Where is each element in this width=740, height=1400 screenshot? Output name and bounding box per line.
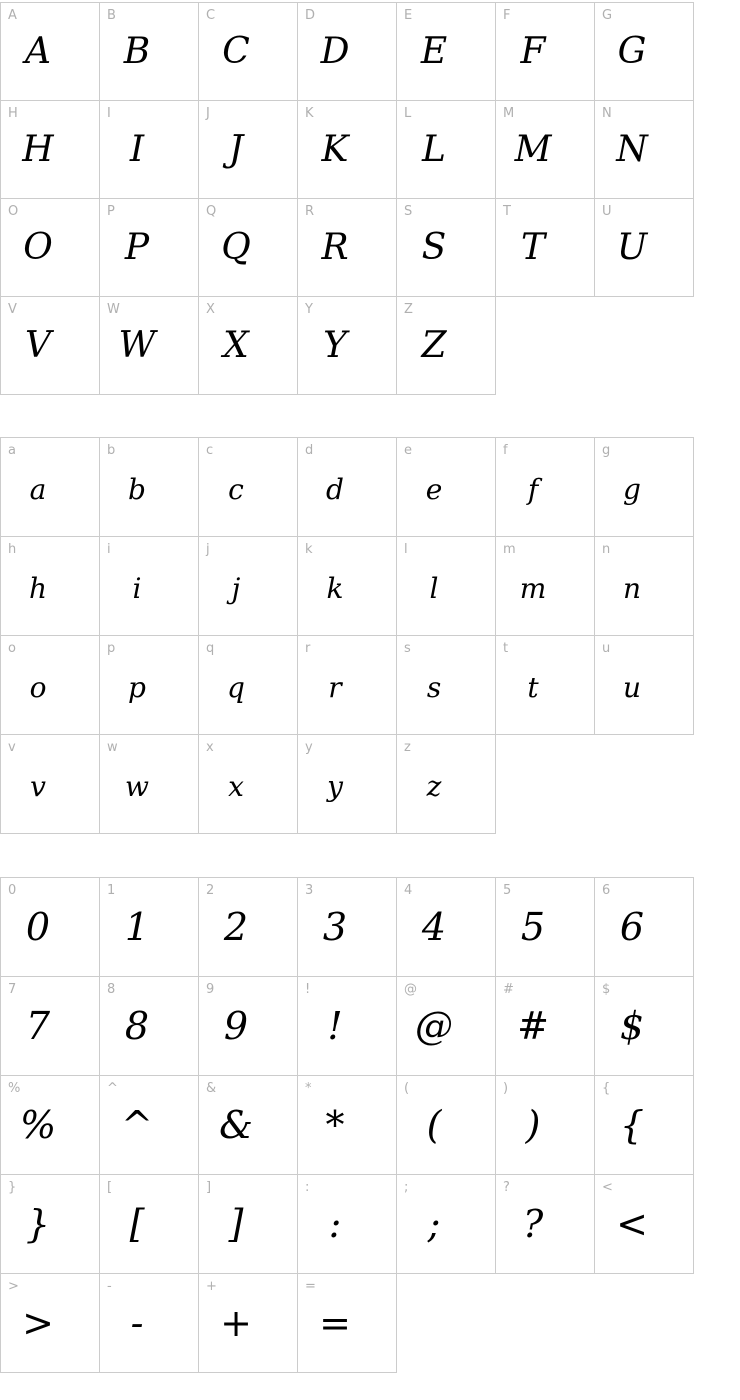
glyph-cell	[99, 536, 199, 636]
cell-glyph-preview: @	[415, 1004, 453, 1048]
cell-char-label: D	[305, 8, 316, 23]
cell-char-label: W	[107, 302, 120, 317]
glyph-cell	[99, 2, 199, 101]
cell-char-label: o	[8, 641, 16, 656]
cell-glyph-preview: :	[328, 1202, 342, 1246]
cell-char-label: k	[305, 542, 313, 557]
cell-glyph-preview: W	[118, 325, 156, 366]
glyph-cell	[396, 198, 496, 297]
cell-char-label: j	[206, 542, 210, 557]
cell-char-label: t	[503, 641, 509, 656]
glyph-cell	[0, 296, 100, 395]
cell-glyph-preview: C	[222, 31, 250, 72]
cell-glyph-preview: y	[327, 769, 343, 803]
cell-char-label: K	[305, 106, 314, 121]
charmap-row	[0, 1273, 740, 1373]
glyph-cell	[396, 635, 496, 735]
glyph-cell	[198, 877, 298, 977]
glyph-cell	[198, 100, 298, 199]
glyph-cell	[297, 877, 397, 977]
cell-char-label: s	[404, 641, 411, 656]
cell-char-label: b	[107, 443, 116, 458]
charmap-row	[0, 1075, 740, 1175]
cell-glyph-preview: 2	[223, 905, 249, 949]
cell-char-label: l	[404, 542, 408, 557]
glyph-cell	[0, 1075, 100, 1175]
cell-glyph-preview: G	[617, 31, 647, 72]
cell-glyph-preview: =	[319, 1301, 351, 1345]
cell-glyph-preview: R	[321, 227, 349, 268]
cell-glyph-preview: ?	[522, 1202, 544, 1246]
cell-char-label: >	[8, 1279, 19, 1294]
cell-glyph-preview: 7	[25, 1004, 51, 1048]
cell-char-label: U	[602, 204, 612, 219]
cell-glyph-preview: D	[320, 31, 350, 72]
cell-glyph-preview: k	[326, 571, 344, 605]
cell-char-label: R	[305, 204, 315, 219]
cell-glyph-preview: j	[231, 571, 241, 605]
cell-glyph-preview: g	[623, 472, 641, 506]
cell-glyph-preview: 0	[25, 905, 51, 949]
cell-char-label: r	[305, 641, 311, 656]
cell-glyph-preview: o	[29, 670, 47, 704]
cell-glyph-preview: V	[25, 325, 51, 366]
cell-glyph-preview: 4	[421, 905, 447, 949]
glyph-cell	[495, 536, 595, 636]
glyph-cell	[198, 198, 298, 297]
cell-char-label: I	[107, 106, 111, 121]
cell-char-label: M	[503, 106, 515, 121]
charmap-row	[0, 877, 740, 977]
charmap-row	[0, 536, 740, 636]
glyph-cell	[0, 976, 100, 1076]
cell-char-label: x	[206, 740, 214, 755]
glyph-cell	[594, 100, 694, 199]
charmap-row	[0, 437, 740, 537]
cell-char-label: Y	[305, 302, 313, 317]
cell-char-label: v	[8, 740, 16, 755]
glyph-cell	[198, 1174, 298, 1274]
cell-char-label: 4	[404, 883, 413, 898]
cell-glyph-preview: ^	[121, 1103, 153, 1147]
cell-glyph-preview: [	[129, 1202, 145, 1246]
charmap-row	[0, 976, 740, 1076]
cell-glyph-preview: 8	[124, 1004, 150, 1048]
cell-glyph-preview: p	[128, 670, 146, 704]
glyph-cell	[198, 635, 298, 735]
cell-glyph-preview: >	[22, 1301, 54, 1345]
cell-glyph-preview: E	[420, 31, 448, 72]
glyph-cell	[594, 1174, 694, 1274]
cell-char-label: S	[404, 204, 413, 219]
cell-glyph-preview: Q	[221, 227, 251, 268]
cell-glyph-preview: h	[28, 571, 48, 605]
cell-glyph-preview: B	[123, 31, 151, 72]
cell-char-label: C	[206, 8, 216, 23]
cell-char-label: d	[305, 443, 314, 458]
glyph-cell	[594, 198, 694, 297]
glyph-cell	[396, 734, 496, 834]
cell-char-label: )	[503, 1081, 509, 1096]
charmap-row	[0, 1174, 740, 1274]
charmap-section-lowercase	[0, 437, 740, 834]
cell-char-label: a	[8, 443, 16, 458]
glyph-cell	[594, 536, 694, 636]
cell-char-label: g	[602, 443, 611, 458]
cell-char-label: 8	[107, 982, 116, 997]
glyph-cell	[495, 198, 595, 297]
glyph-cell	[198, 2, 298, 101]
cell-char-label: =	[305, 1279, 316, 1294]
cell-glyph-preview: 5	[520, 905, 546, 949]
charmap-row	[0, 2, 740, 101]
cell-char-label: 6	[602, 883, 611, 898]
cell-char-label: }	[8, 1180, 17, 1195]
glyph-cell	[396, 976, 496, 1076]
cell-glyph-preview: t	[527, 670, 539, 704]
cell-glyph-preview: z	[426, 769, 442, 803]
glyph-cell	[594, 1075, 694, 1175]
cell-char-label: z	[404, 740, 411, 755]
charmap-section-uppercase	[0, 2, 740, 395]
glyph-cell	[396, 1174, 496, 1274]
cell-glyph-preview: %	[19, 1103, 57, 1147]
cell-glyph-preview: f	[527, 472, 539, 506]
glyph-cell	[297, 635, 397, 735]
glyph-cell	[0, 536, 100, 636]
cell-char-label: 7	[8, 982, 17, 997]
charmap-row	[0, 100, 740, 199]
glyph-cell	[0, 734, 100, 834]
cell-glyph-preview: v	[30, 769, 46, 803]
cell-glyph-preview: O	[23, 227, 53, 268]
glyph-cell	[297, 1273, 397, 1373]
cell-glyph-preview: K	[321, 129, 349, 170]
cell-glyph-preview: -	[130, 1301, 144, 1345]
cell-char-label: 9	[206, 982, 215, 997]
cell-glyph-preview: a	[29, 472, 47, 506]
glyph-cell	[594, 2, 694, 101]
glyph-cell	[495, 877, 595, 977]
cell-char-label: u	[602, 641, 611, 656]
cell-char-label: 2	[206, 883, 215, 898]
glyph-cell	[99, 1075, 199, 1175]
cell-glyph-preview: I	[129, 129, 145, 170]
cell-glyph-preview: ;	[427, 1202, 441, 1246]
glyph-cell	[297, 296, 397, 395]
cell-char-label: i	[107, 542, 111, 557]
cell-glyph-preview: 1	[124, 905, 150, 949]
glyph-cell	[594, 635, 694, 735]
glyph-cell	[198, 1075, 298, 1175]
cell-char-label: ?	[503, 1180, 510, 1195]
glyph-cell	[396, 877, 496, 977]
glyph-cell	[0, 437, 100, 537]
glyph-cell	[594, 976, 694, 1076]
cell-glyph-preview: L	[422, 129, 446, 170]
cell-glyph-preview: }	[25, 1202, 51, 1246]
cell-char-label: E	[404, 8, 413, 23]
cell-glyph-preview: e	[425, 472, 443, 506]
cell-glyph-preview: c	[228, 472, 244, 506]
glyph-cell	[99, 734, 199, 834]
cell-char-label: G	[602, 8, 613, 23]
cell-char-label: {	[602, 1081, 611, 1096]
cell-glyph-preview: s	[426, 670, 442, 704]
glyph-cell	[297, 1174, 397, 1274]
cell-glyph-preview: $	[619, 1004, 645, 1048]
cell-glyph-preview: +	[220, 1301, 252, 1345]
cell-char-label: n	[602, 542, 611, 557]
cell-char-label: w	[107, 740, 118, 755]
glyph-cell	[297, 437, 397, 537]
glyph-cell	[594, 877, 694, 977]
charmap-row	[0, 734, 740, 834]
cell-char-label: %	[8, 1081, 21, 1096]
cell-glyph-preview: S	[421, 227, 447, 268]
cell-char-label: N	[602, 106, 612, 121]
cell-glyph-preview: w	[125, 769, 149, 803]
glyph-cell	[198, 437, 298, 537]
glyph-cell	[99, 437, 199, 537]
glyph-cell	[495, 1075, 595, 1175]
glyph-cell	[99, 635, 199, 735]
cell-glyph-preview: H	[22, 129, 54, 170]
glyph-cell	[495, 100, 595, 199]
cell-glyph-preview: <	[616, 1202, 648, 1246]
cell-glyph-preview: (	[426, 1103, 442, 1147]
glyph-cell	[99, 198, 199, 297]
glyph-cell	[297, 1075, 397, 1175]
cell-char-label: ^	[107, 1081, 118, 1096]
charmap-section-digits-symbols	[0, 877, 740, 1373]
cell-glyph-preview: n	[622, 571, 642, 605]
cell-char-label: f	[503, 443, 508, 458]
cell-glyph-preview: #	[517, 1004, 549, 1048]
cell-char-label: <	[602, 1180, 613, 1195]
cell-glyph-preview: r	[328, 670, 342, 704]
cell-glyph-preview: b	[128, 472, 146, 506]
glyph-cell	[297, 536, 397, 636]
cell-glyph-preview: Z	[421, 325, 447, 366]
cell-glyph-preview: 6	[619, 905, 645, 949]
glyph-cell	[495, 635, 595, 735]
cell-glyph-preview: ]	[228, 1202, 244, 1246]
cell-char-label: (	[404, 1081, 410, 1096]
cell-char-label: X	[206, 302, 215, 317]
cell-glyph-preview: x	[228, 769, 244, 803]
charmap-row	[0, 296, 740, 395]
cell-glyph-preview: M	[514, 129, 552, 170]
cell-char-label: 5	[503, 883, 512, 898]
cell-glyph-preview: 3	[322, 905, 348, 949]
cell-glyph-preview: *	[325, 1103, 345, 1147]
cell-char-label: Z	[404, 302, 413, 317]
cell-glyph-preview: d	[326, 472, 344, 506]
cell-glyph-preview: l	[429, 571, 439, 605]
cell-glyph-preview: u	[622, 670, 642, 704]
cell-char-label: ]	[206, 1180, 212, 1195]
cell-glyph-preview: P	[124, 227, 150, 268]
glyph-cell	[396, 296, 496, 395]
cell-glyph-preview: &	[219, 1103, 253, 1147]
cell-char-label: m	[503, 542, 516, 557]
cell-char-label: [	[107, 1180, 113, 1195]
cell-char-label: Q	[206, 204, 217, 219]
glyph-cell	[198, 734, 298, 834]
cell-char-label: p	[107, 641, 116, 656]
cell-char-label: O	[8, 204, 19, 219]
glyph-cell	[495, 2, 595, 101]
glyph-cell	[0, 635, 100, 735]
glyph-cell	[396, 100, 496, 199]
cell-glyph-preview: q	[227, 670, 245, 704]
glyph-cell	[0, 1174, 100, 1274]
glyph-cell	[99, 100, 199, 199]
cell-glyph-preview: i	[132, 571, 142, 605]
cell-char-label: B	[107, 8, 116, 23]
glyph-cell	[396, 1075, 496, 1175]
cell-char-label: c	[206, 443, 214, 458]
cell-char-label: 1	[107, 883, 116, 898]
glyph-cell	[198, 1273, 298, 1373]
glyph-cell	[99, 296, 199, 395]
cell-char-label: 3	[305, 883, 314, 898]
cell-glyph-preview: J	[228, 129, 244, 170]
cell-char-label: T	[503, 204, 511, 219]
cell-glyph-preview: 9	[223, 1004, 249, 1048]
glyph-cell	[297, 734, 397, 834]
cell-glyph-preview: X	[223, 325, 249, 366]
cell-char-label: *	[305, 1081, 312, 1096]
cell-glyph-preview: A	[25, 31, 51, 72]
glyph-cell	[0, 2, 100, 101]
cell-char-label: J	[206, 106, 210, 121]
glyph-cell	[594, 437, 694, 537]
cell-char-label: P	[107, 204, 115, 219]
cell-char-label: A	[8, 8, 17, 23]
cell-glyph-preview: )	[525, 1103, 541, 1147]
cell-char-label: &	[206, 1081, 217, 1096]
glyph-cell	[0, 877, 100, 977]
cell-char-label: 0	[8, 883, 17, 898]
glyph-cell	[0, 198, 100, 297]
cell-char-label: -	[107, 1279, 112, 1294]
glyph-cell	[198, 296, 298, 395]
cell-char-label: @	[404, 982, 417, 997]
cell-glyph-preview: m	[519, 571, 547, 605]
charmap-row	[0, 635, 740, 735]
glyph-cell	[198, 536, 298, 636]
glyph-cell	[99, 877, 199, 977]
cell-glyph-preview: Y	[323, 325, 347, 366]
glyph-cell	[396, 2, 496, 101]
glyph-cell	[99, 1273, 199, 1373]
cell-char-label: $	[602, 982, 611, 997]
cell-glyph-preview: T	[520, 227, 545, 268]
glyph-cell	[297, 198, 397, 297]
cell-char-label: H	[8, 106, 18, 121]
cell-char-label: F	[503, 8, 511, 23]
cell-char-label: !	[305, 982, 311, 997]
charmap-row	[0, 198, 740, 297]
cell-char-label: V	[8, 302, 17, 317]
cell-glyph-preview: N	[616, 129, 648, 170]
cell-char-label: y	[305, 740, 313, 755]
cell-glyph-preview: {	[619, 1103, 645, 1147]
cell-char-label: :	[305, 1180, 310, 1195]
cell-char-label: +	[206, 1279, 217, 1294]
cell-char-label: #	[503, 982, 514, 997]
glyph-cell	[297, 2, 397, 101]
cell-char-label: ;	[404, 1180, 409, 1195]
glyph-cell	[0, 100, 100, 199]
glyph-cell	[495, 1174, 595, 1274]
cell-glyph-preview: !	[327, 1004, 343, 1048]
glyph-cell	[495, 437, 595, 537]
cell-glyph-preview: F	[520, 31, 546, 72]
glyph-cell	[396, 536, 496, 636]
glyph-cell	[99, 976, 199, 1076]
glyph-cell	[0, 1273, 100, 1373]
cell-char-label: e	[404, 443, 412, 458]
glyph-cell	[297, 976, 397, 1076]
glyph-cell	[198, 976, 298, 1076]
cell-char-label: q	[206, 641, 215, 656]
glyph-cell	[99, 1174, 199, 1274]
glyph-cell	[396, 437, 496, 537]
glyph-cell	[297, 100, 397, 199]
cell-char-label: h	[8, 542, 17, 557]
cell-glyph-preview: U	[616, 227, 648, 268]
cell-char-label: L	[404, 106, 412, 121]
glyph-cell	[495, 976, 595, 1076]
